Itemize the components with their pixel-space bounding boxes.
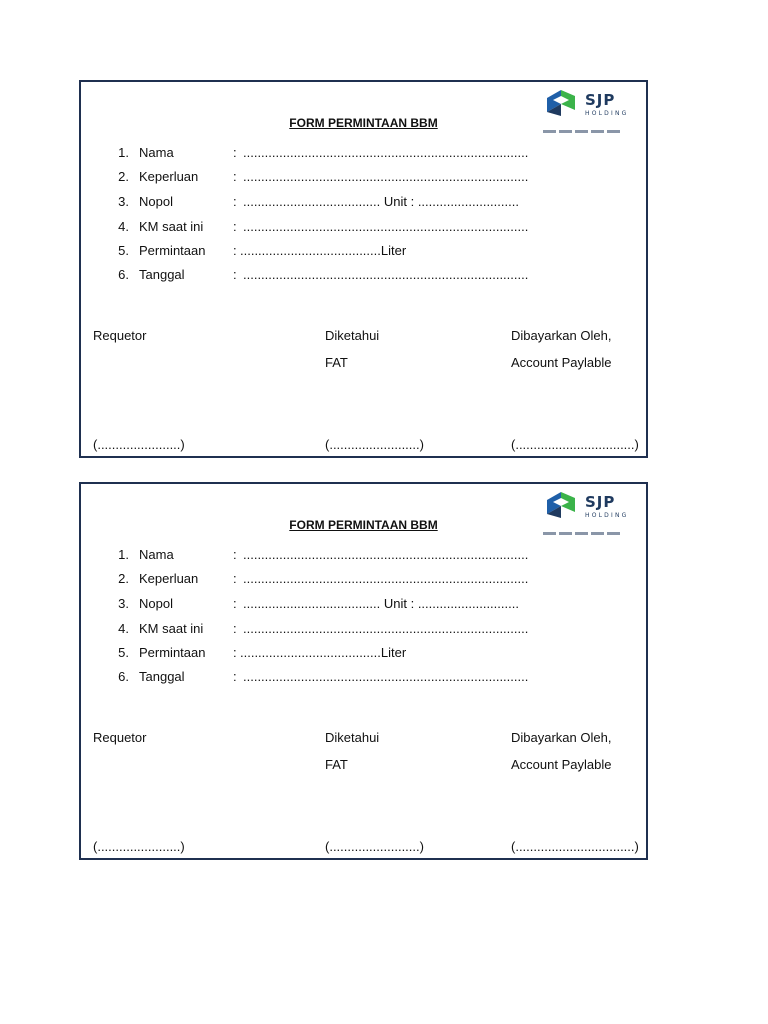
fill-in-line[interactable]: ...............................................................................: [243, 219, 529, 234]
acknowledged-signature-line[interactable]: (.........................): [325, 839, 424, 854]
fill-in-line[interactable]: ...............................................................................: [243, 571, 529, 586]
fill-in-line[interactable]: ...............................................................................: [243, 169, 529, 184]
form-title: FORM PERMINTAAN BBM: [289, 116, 438, 130]
field-label: Nopol: [139, 194, 173, 209]
fill-in-line[interactable]: .......................................Liter: [240, 243, 407, 258]
logo-subtitle: HOLDING: [585, 110, 629, 117]
paid-by-title: Dibayarkan Oleh,: [511, 328, 612, 343]
acknowledged-signature-line[interactable]: (.........................): [325, 437, 424, 452]
sjp-logo-icon: [545, 88, 579, 118]
form-card: [79, 482, 648, 860]
logo-wordmark: SJP: [585, 493, 616, 511]
fill-in-line[interactable]: ...............................................................................: [243, 547, 529, 562]
paid-by-title: Dibayarkan Oleh,: [511, 730, 612, 745]
form-card: [79, 80, 648, 458]
logo-wordmark: SJP: [585, 91, 616, 109]
field-colon: :: [233, 243, 237, 258]
field-label: Nama: [139, 145, 174, 160]
field-colon: :: [233, 571, 237, 586]
field-number: 5.: [118, 243, 129, 258]
field-colon: :: [233, 596, 237, 611]
paid-by-signature-line[interactable]: (.................................): [511, 839, 639, 854]
field-colon: :: [233, 547, 237, 562]
field-number: 1.: [118, 547, 129, 562]
field-number: 5.: [118, 645, 129, 660]
field-number: 2.: [118, 169, 129, 184]
acknowledged-department: FAT: [325, 757, 348, 772]
fill-in-line[interactable]: ...................................... Unit : ............................: [243, 596, 519, 611]
field-label: Keperluan: [139, 571, 199, 586]
field-label: Keperluan: [139, 169, 199, 184]
field-number: 3.: [118, 194, 129, 209]
field-number: 1.: [118, 145, 129, 160]
field-number: 2.: [118, 571, 129, 586]
field-colon: :: [233, 621, 237, 636]
field-number: 4.: [118, 219, 129, 234]
field-label: Nama: [139, 547, 174, 562]
field-label: Nopol: [139, 596, 173, 611]
requestor-title: Requetor: [93, 730, 147, 745]
paid-by-department: Account Paylable: [511, 355, 612, 370]
paid-by-signature-line[interactable]: (.................................): [511, 437, 639, 452]
field-label: KM saat ini: [139, 219, 204, 234]
field-label: Permintaan: [139, 243, 206, 258]
sjp-logo-icon: [545, 490, 579, 520]
field-colon: :: [233, 267, 237, 282]
field-colon: :: [233, 169, 237, 184]
field-label: KM saat ini: [139, 621, 204, 636]
field-number: 6.: [118, 267, 129, 282]
paid-by-department: Account Paylable: [511, 757, 612, 772]
fill-in-line[interactable]: ...............................................................................: [243, 145, 529, 160]
field-colon: :: [233, 645, 237, 660]
fill-in-line[interactable]: ...................................... Unit : ............................: [243, 194, 519, 209]
field-colon: :: [233, 145, 237, 160]
field-label: Permintaan: [139, 645, 206, 660]
field-label: Tanggal: [139, 267, 185, 282]
field-colon: :: [233, 194, 237, 209]
acknowledged-title: Diketahui: [325, 730, 380, 745]
acknowledged-department: FAT: [325, 355, 348, 370]
field-number: 3.: [118, 596, 129, 611]
field-number: 4.: [118, 621, 129, 636]
fill-in-line[interactable]: ...............................................................................: [243, 267, 529, 282]
field-colon: :: [233, 669, 237, 684]
requestor-signature-line[interactable]: (.......................): [93, 839, 185, 854]
requestor-signature-line[interactable]: (.......................): [93, 437, 185, 452]
form-title: FORM PERMINTAAN BBM: [289, 518, 438, 532]
logo-subtitle: HOLDING: [585, 512, 629, 519]
fill-in-line[interactable]: .......................................Liter: [240, 645, 407, 660]
fill-in-line[interactable]: ...............................................................................: [243, 669, 529, 684]
acknowledged-title: Diketahui: [325, 328, 380, 343]
requestor-title: Requetor: [93, 328, 147, 343]
field-label: Tanggal: [139, 669, 185, 684]
fill-in-line[interactable]: ...............................................................................: [243, 621, 529, 636]
field-number: 6.: [118, 669, 129, 684]
field-colon: :: [233, 219, 237, 234]
